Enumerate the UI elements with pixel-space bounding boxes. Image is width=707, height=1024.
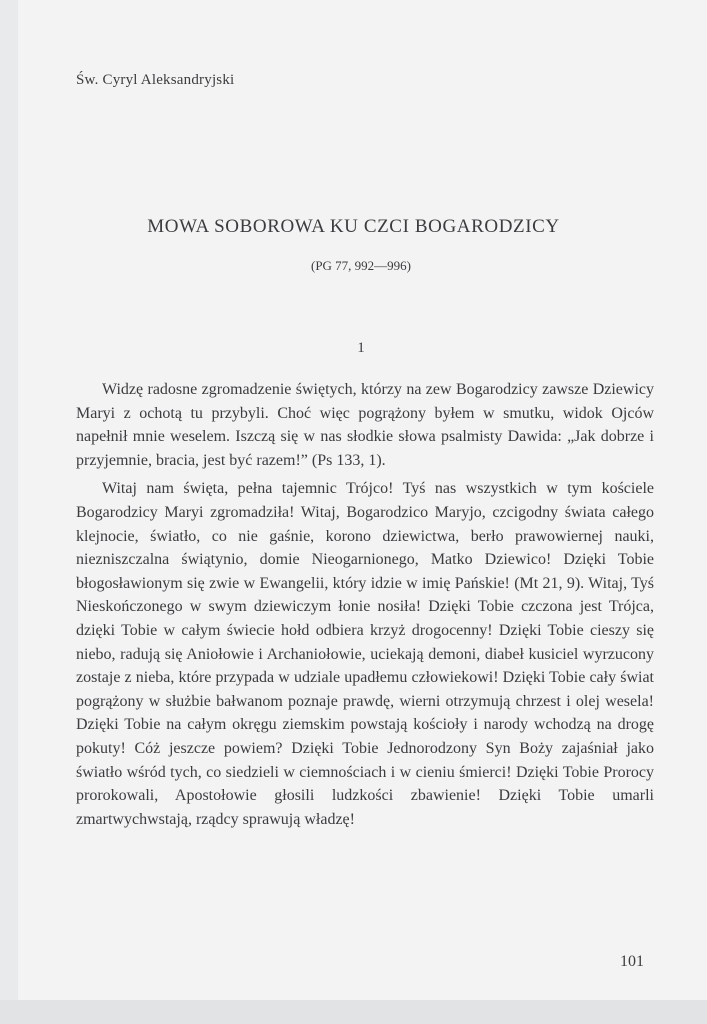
running-header-author: Św. Cyryl Aleksandryjski bbox=[76, 72, 235, 88]
page-title: MOWA SOBOROWA KU CZCI BOGARODZICY bbox=[147, 216, 560, 237]
source-reference: (PG 77, 992—996) bbox=[310, 258, 412, 273]
body-text bbox=[76, 378, 654, 836]
page-number: 101 bbox=[620, 953, 644, 970]
section-number: 1 bbox=[357, 340, 365, 356]
page-bottom-edge bbox=[0, 1000, 707, 1024]
paragraph-2: Witaj nam święta, pełna tajemnic Trójco! Tyś nas wszystkich w tym kościele Bogarodzicy Maryi zgromadziła! Witaj, Bogarodzico Maryjo, czcigodny świata całego klejnocie, światło, co nie gaśnie, korono dziewictwa, berło prawowiernej nauki, niezniszczalna świątynio, domie Nieogarnionego, Matko Dziewico! Dzięki Tobie błogosławionym się zwie w Ewangelii, który idzie w imię Pańskie! (Mt 21, 9). Witaj, Tyś Nieskończonego w swym dziewiczym łonie nosiła! Dzięki Tobie czczona jest Trójca, dzięki Tobie w całym świecie hołd odbiera krzyż drogocenny! Dzięki Tobie cieszy się niebo, radują się Aniołowie i Archaniołowie, uciekają demoni, diabeł kusiciel wyrzucony zostaje z nieba, które przypada w udziale upadłemu człowiekowi! Dzięki Tobie cały świat pogrążony w służbie bałwanom poznaje prawdę, wierni otrzymują chrzest i olej wesela! Dzięki Tobie na całym okręgu ziemskim powstają kościoły i narody wchodzą na drogę pokuty! Cóż jeszcze powiem? Dzięki Tobie Jednorodzony Syn Boży zajaśniał jako światło wśród tych, co siedzieli w ciemnościach i w cieniu śmierci! Dzięki Tobie Prorocy prorokowali, Apostołowie głosili ludzkości zbawienie! Dzięki Tobie umarli zmartwychwstają, rządcy sprawują władzę! bbox=[76, 480, 654, 828]
paragraph-1: Widzę radosne zgromadzenie świętych, którzy na zew Bogarodzicy zawsze Dziewicy Maryi z ochotą tu przybyli. Choć więc pogrążony byłem w smutku, widok Ojców napełnił mnie weselem. Iszczą się w nas słodkie słowa psalmisty Dawida: „Jak dobrze i przyjemnie, bracia, jest być razem!” (Ps 133, 1). bbox=[76, 381, 654, 469]
